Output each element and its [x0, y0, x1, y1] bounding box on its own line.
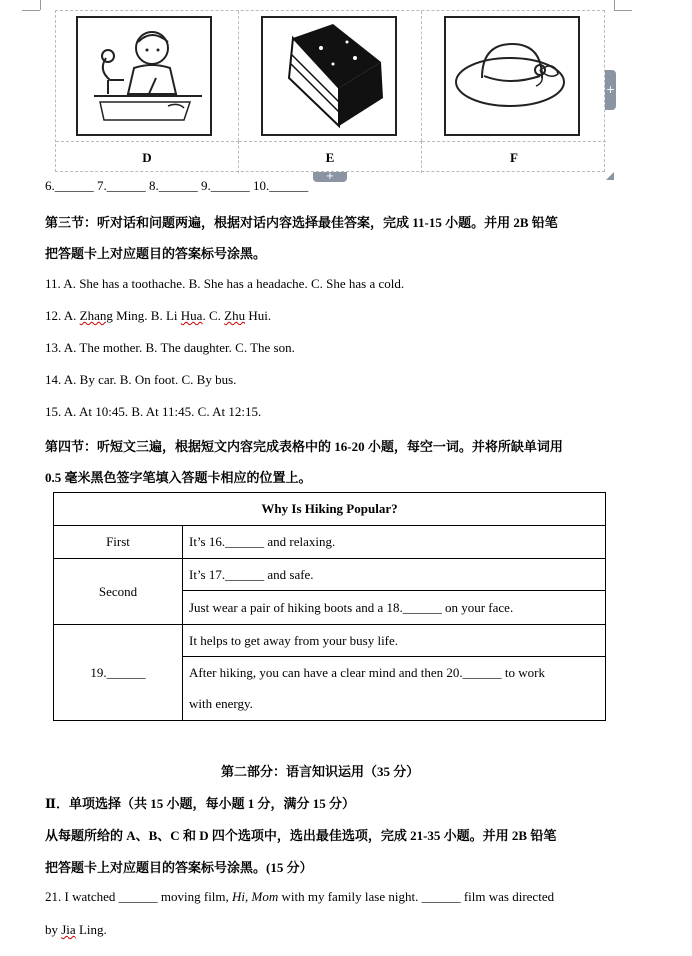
q12-name: Zhu — [224, 308, 246, 323]
question-13: 13. A. The mother. B. The daughter. C. The son. — [45, 340, 295, 355]
question-21 — [45, 889, 554, 905]
table-title: Why Is Hiking Popular? — [54, 493, 605, 526]
picture-d — [76, 16, 212, 136]
q12-text: Ming. B. Li — [112, 308, 181, 323]
q21-text: with my family lase night. ______ film was directed — [278, 889, 555, 904]
q21-name: Jia — [61, 922, 76, 937]
table-cell: with energy. — [189, 696, 253, 711]
picture-label: F — [422, 141, 606, 173]
question-15: 15. A. At 10:45. B. At 11:45. C. At 12:15. — [45, 404, 262, 419]
table-cell-second: Second — [98, 584, 138, 599]
question-21-cont — [45, 922, 107, 938]
q21-film-title: Hi, Mom — [232, 889, 279, 904]
picture-cell — [239, 11, 422, 141]
hiking-table — [53, 492, 606, 721]
q12-text: . C. — [202, 308, 225, 323]
picture-table[interactable] — [55, 10, 605, 172]
picture-cell — [422, 11, 606, 141]
section3-title: 第三节：听对话和问题两遍，根据对话内容选择最佳答案，完成 11-15 小题。并用 2B 铅笔 — [45, 215, 558, 230]
question-14: 14. A. By car. B. On foot. C. By bus. — [45, 372, 237, 387]
table-cell: Just wear a pair of hiking boots and a 18.______ on your face. — [189, 600, 514, 615]
table-cell-19: 19.______ — [90, 665, 146, 680]
question-12 — [45, 308, 271, 324]
child-writing-illustration — [78, 18, 210, 134]
section4-title-cont: 0.5 毫米黑色签字笔填入答题卡相应的位置上。 — [45, 470, 312, 485]
single-choice-instructions-cont: 把答题卡上对应题目的答案标号涂黑。(15 分） — [45, 860, 313, 875]
table-resize-handle[interactable] — [606, 172, 614, 180]
table-divider — [182, 656, 605, 657]
table-cell: After hiking, you can have a clear mind and then 20.______ to work — [189, 665, 545, 680]
picture-f — [444, 16, 580, 136]
picture-label: D — [56, 141, 239, 173]
question-11: 11. A. She has a toothache. B. She has a headache. C. She has a cold. — [45, 276, 405, 291]
table-column-add-handle[interactable]: + — [313, 172, 347, 182]
table-cell-first: First — [106, 534, 130, 549]
table-row-add-handle[interactable]: + — [605, 70, 616, 110]
q12-text: 12. A. — [45, 308, 80, 323]
section4-title: 第四节：听短文三遍，根据短文内容完成表格中的 16-20 小题，每空一词。并将所缺单词用 — [45, 439, 563, 454]
page-corner-mark — [614, 0, 615, 10]
page-corner-mark — [40, 0, 41, 10]
page-corner-mark — [22, 10, 40, 11]
q21-text: 21. I watched ______ moving film, — [45, 889, 233, 904]
table-divider — [182, 525, 183, 721]
q21-text: Ling. — [75, 922, 107, 937]
part2-title: 第二部分：语言知识运用（35 分） — [221, 764, 420, 779]
q12-name: Hua — [180, 308, 203, 323]
picture-cell — [56, 11, 239, 141]
single-choice-instructions: 从每题所给的 A、B、C 和 D 四个选项中，选出最佳选项，完成 21-35 小题。并用 2B 铅笔 — [45, 828, 557, 843]
single-choice-heading: Ⅱ．单项选择（共 15 小题，每小题 1 分，满分 15 分） — [45, 796, 355, 811]
picture-e — [261, 16, 397, 136]
section3-title-cont: 把答题卡上对应题目的答案标号涂黑。 — [45, 246, 267, 261]
book-illustration — [263, 18, 395, 134]
q12-text: Hui. — [245, 308, 272, 323]
table-cell: It’s 17.______ and safe. — [189, 567, 314, 582]
table-cell: It’s 16.______ and relaxing. — [189, 534, 336, 549]
q21-text: by — [45, 922, 62, 937]
table-cell: It helps to get away from your busy life. — [189, 633, 399, 648]
hat-illustration — [446, 18, 578, 134]
q12-name: Zhang — [79, 308, 113, 323]
answer-blanks-6-10: 6.______ 7.______ 8.______ 9.______ 10.______ — [45, 178, 309, 193]
picture-label: E — [239, 141, 422, 173]
page-corner-mark — [614, 10, 632, 11]
